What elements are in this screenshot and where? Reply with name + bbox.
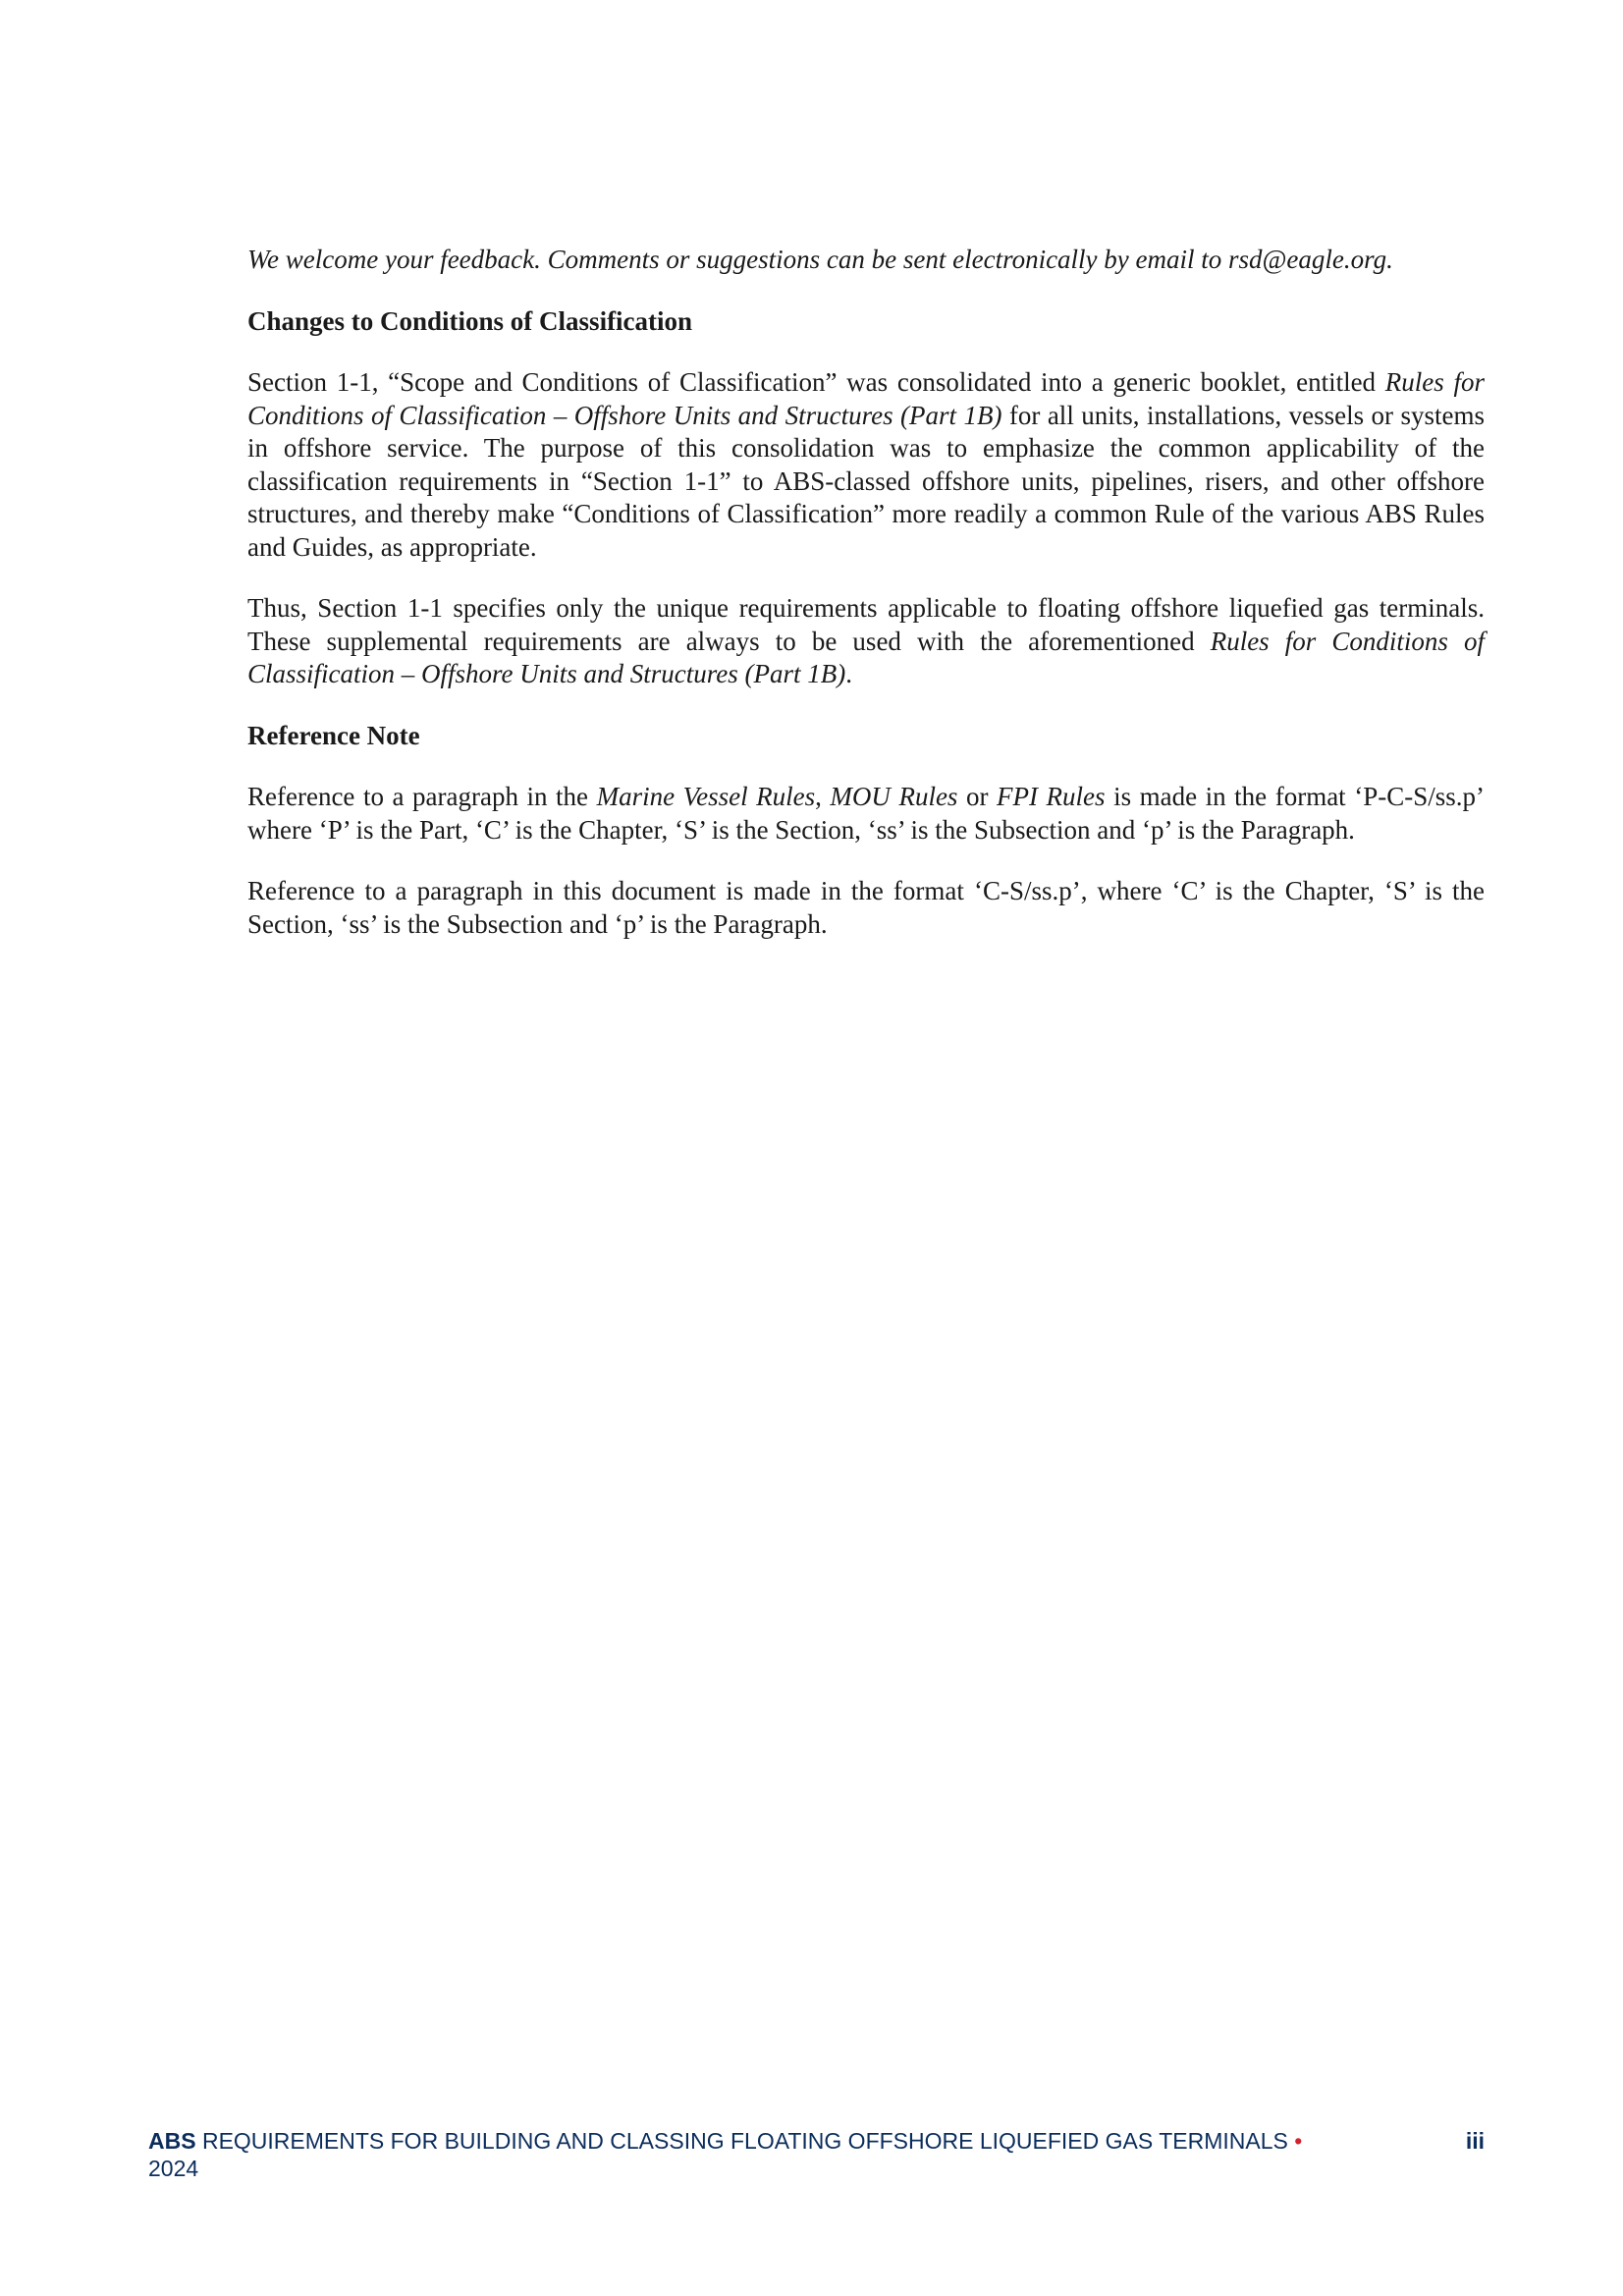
reference-paragraph-2: Reference to a paragraph in this document is made in the format ‘C-S/ss.p’, where ‘C’ is the Chapter, ‘S’ is the Section, ‘ss’ is the Subsection and ‘p’ is the Paragraph. [247, 876, 1485, 939]
footer-title [148, 2127, 1307, 2182]
part-1b-reference: Rules for Conditions of Classification – Offshore Units and Structures (Part 1B) [247, 367, 1485, 430]
marine-vessel-rules: Marine Vessel Rules [596, 782, 816, 811]
fpi-rules: FPI Rules [997, 782, 1106, 811]
changes-paragraph-1: Section 1-1, “Scope and Conditions of Classification” was consolidated into a generic booklet, entitled Rules for Conditions of Classification – Offshore Units and Structures (Part 1B) for all units, installations, vessels or systems in offshore service. The purpose of this consolidation was to emphasize the common applicability of the classification requirements in “Section 1-1” to ABS-classed offshore units, pipelines, risers, and other offshore structures, and thereby make “Conditions of Classification” more readily a common Rule of the various ABS Rules and Guides, as appropriate. [247, 367, 1485, 562]
mou-rules: MOU Rules [830, 782, 958, 811]
reference-note-heading: Reference Note [247, 720, 420, 750]
feedback-paragraph [247, 244, 1485, 277]
abs-brand: ABS [148, 2128, 196, 2154]
footer-separator: • [1294, 2128, 1303, 2154]
changes-paragraph-2: Thus, Section 1-1 specifies only the unique requirements applicable to floating offshore liquefied gas terminals. These supplemental requirements are always to be used with the aforementioned Rules for Conditions of Classification – Offshore Units and Structures (Part 1B). [247, 593, 1485, 688]
page-number: iii [1465, 2128, 1485, 2154]
changes-heading: Changes to Conditions of Classification [247, 305, 693, 336]
feedback-text: We welcome your feedback. Comments or suggestions can be sent electronically by email to rsd@eagle.org. [247, 245, 1393, 274]
page-footer [148, 2127, 1485, 2182]
footer-year: 2024 [148, 2156, 199, 2181]
page-body [247, 244, 1485, 969]
reference-paragraph-1: Reference to a paragraph in the Marine Vessel Rules, MOU Rules or FPI Rules is made in the format ‘P-C-S/ss.p’ where ‘P’ is the Part, ‘C’ is the Chapter, ‘S’ is the Section, ‘ss’ is the Subsection and ‘p’ is the Paragraph. [247, 782, 1485, 845]
part-1b-reference: Rules for Conditions of Classification – Offshore Units and Structures (Part 1B) [247, 626, 1485, 688]
footer-document-title: REQUIREMENTS FOR BUILDING AND CLASSING FLOATING OFFSHORE LIQUEFIED GAS TERMINALS [201, 2128, 1288, 2154]
